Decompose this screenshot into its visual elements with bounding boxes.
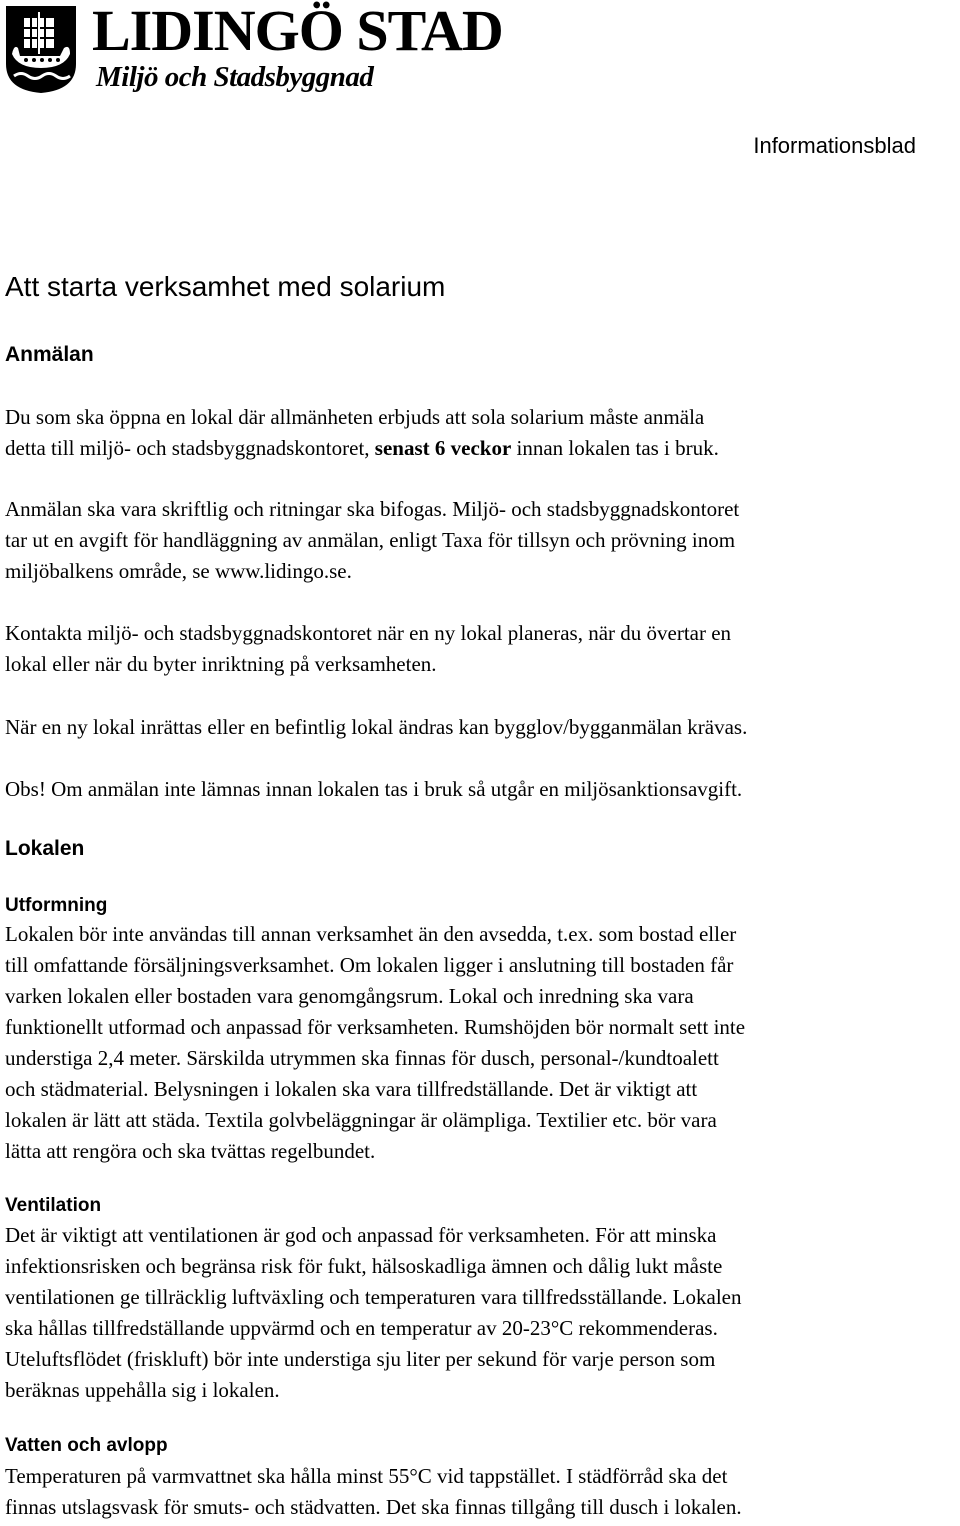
deadline-emphasis: senast 6 veckor — [374, 436, 512, 460]
paragraph-ventilation: Det är viktigt att ventilationen är god och anpassad för verksamheten. För att minska infektionsrisken och begränsa risk för fukt, hälsoskadliga ämnen och dålig lukt måste ventilationen ge tillräcklig luftväxling och temperaturen vara tillfredsställande. Lokalen ska hållas tillfredställande uppvärmd och en temperatur av 20-23°C rekommenderas. Uteluftsflödet (friskluft) bör inte understiga sju liter per sekund för varje person som beräknas uppehålla sig i lokalen. — [5, 1223, 742, 1402]
paragraph-vatten-och-avlopp: Temperaturen på varmvattnet ska hålla minst 55°C vid tappstället. I städförråd ska det finnas utslagsvask för smuts- och städvatten. Det ska finnas tillgång till dusch i lokalen. — [5, 1464, 742, 1519]
paragraph-anmalan-deadline — [5, 402, 957, 464]
section-heading-lokalen: Lokalen — [5, 837, 85, 860]
paragraph-anmalan-building-permit: När en ny lokal inrättas eller en befintlig lokal ändras kan bygglov/bygganmälan krävas. — [5, 715, 748, 739]
paragraph-anmalan-contact: Kontakta miljö- och stadsbyggnadskontoret när en ny lokal planeras, när du övertar en lokal eller när du byter inriktning på verksamheten. — [5, 621, 732, 676]
paragraph-text: Du som ska öppna en lokal där allmänheten erbjuds att sola solarium måste anmäla detta till miljö- och stadsbyggnadskontoret, — [5, 405, 705, 460]
org-name: LIDINGÖ STAD — [92, 0, 503, 63]
department-name: Miljö och Stadsbyggnad — [96, 61, 374, 93]
paragraph-utformning: Lokalen bör inte användas till annan verksamhet än den avsedda, t.ex. som bostad eller till omfattande försäljningsverksamhet. Om lokalen ligger i anslutning till bostaden får varken lokalen eller bostaden vara genomgångsrum. Lokal och inredning ska vara funktionellt utformad och anpassad för verksamheten. Rumshöjden bör normalt sett inte understiga 2,4 meter. Särskilda utrymmen ska finnas för dusch, personal-/kundtoalett och städmaterial. Belysningen i lokalen ska vara tillfredställande. Det är viktigt att lokalen är lätt att städa. Textila golvbeläggningar är olämpliga. Textilier etc. bör vara lätta att rengöra och ska tvättas regelbundet. — [5, 922, 746, 1163]
paragraph-anmalan-note: Obs! Om anmälan inte lämnas innan lokalen tas i bruk så utgår en miljösanktionsavgift. — [5, 777, 743, 801]
paragraph-text: innan lokalen tas i bruk. — [511, 436, 719, 460]
subheading-vatten-och-avlopp: Vatten och avlopp — [5, 1435, 168, 1456]
section-heading-anmalan: Anmälan — [5, 343, 94, 366]
document-type-label: Informationsblad — [753, 133, 916, 158]
city-logo-ship-icon — [4, 4, 78, 94]
paragraph-anmalan-fee: Anmälan ska vara skriftlig och ritningar ska bifogas. Miljö- och stadsbyggnadskontoret tar ut en avgift för handläggning av anmälan, enligt Taxa för tillsyn och prövning inom miljöbalkens område, se www.lidingo.se. — [5, 497, 740, 583]
subheading-ventilation: Ventilation — [5, 1195, 102, 1216]
page-title: Att starta verksamhet med solarium — [5, 271, 446, 302]
subheading-utformning: Utformning — [5, 895, 108, 916]
